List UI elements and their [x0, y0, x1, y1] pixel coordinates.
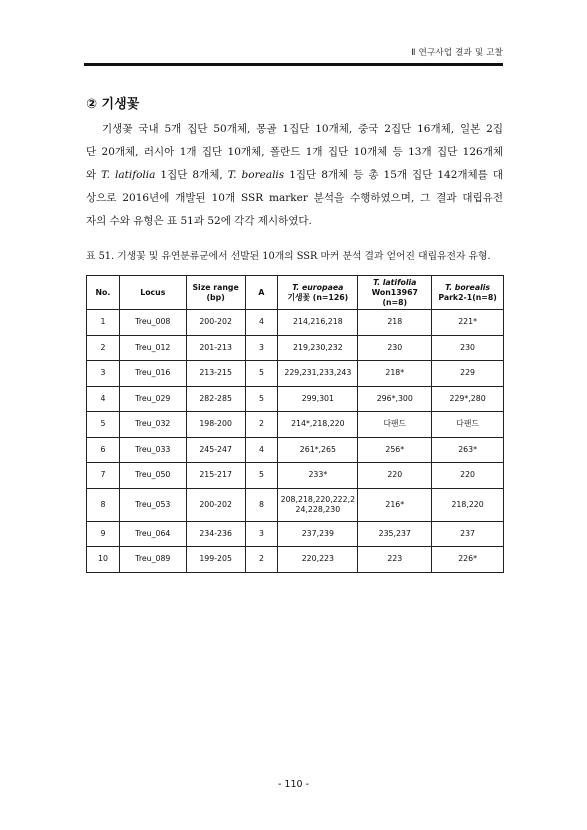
- cell-no: 9: [87, 521, 120, 547]
- cell-locus: Treu_064: [119, 521, 186, 547]
- cell-a: 5: [245, 386, 278, 412]
- cell-size: 199-205: [186, 547, 245, 573]
- cell-latifolia: 218: [358, 310, 432, 336]
- cell-europaea: 220,223: [278, 547, 358, 573]
- table-row: [87, 310, 504, 336]
- cell-no: 7: [87, 463, 120, 489]
- table-row: [87, 547, 504, 573]
- cell-locus: Treu_012: [119, 335, 186, 361]
- header-species: T. borealis: [445, 282, 491, 292]
- cell-a: 8: [245, 488, 278, 521]
- cell-borealis: 220: [432, 463, 504, 489]
- cell-locus: Treu_032: [119, 412, 186, 438]
- header-sample: Park2-1(n=8): [438, 292, 497, 302]
- table-row: [87, 386, 504, 412]
- cell-latifolia: 296*,300: [358, 386, 432, 412]
- table-row: [87, 412, 504, 438]
- cell-borealis: 230: [432, 335, 504, 361]
- header-size-range-line1: Size range: [192, 282, 239, 292]
- cell-europaea: 233*: [278, 463, 358, 489]
- header-rule: [84, 63, 503, 66]
- cell-borealis: 다팬드: [432, 412, 504, 438]
- cell-locus: Treu_053: [119, 488, 186, 521]
- header-borealis: [432, 276, 504, 310]
- cell-locus: Treu_089: [119, 547, 186, 573]
- paragraph-line: 자의 수와 유형은 표 51과 52에 각각 제시하였다.: [86, 215, 312, 227]
- text-run: 1집단 8개체 등 총 15개 집단 142개체를 대: [284, 169, 503, 181]
- header-species: T. europaea: [292, 282, 344, 292]
- cell-latifolia: 220: [358, 463, 432, 489]
- header-latifolia: [358, 276, 432, 310]
- header-size-range: [186, 276, 245, 310]
- cell-europaea: 214,216,218: [278, 310, 358, 336]
- cell-locus: Treu_016: [119, 361, 186, 387]
- cell-latifolia: 256*: [358, 437, 432, 463]
- header-size-range-line2: (bp): [206, 292, 225, 302]
- body-paragraph: [86, 118, 503, 233]
- cell-no: 3: [87, 361, 120, 387]
- table-row: [87, 437, 504, 463]
- header-no: No.: [87, 276, 120, 310]
- cell-locus: Treu_050: [119, 463, 186, 489]
- cell-size: 215-217: [186, 463, 245, 489]
- cell-no: 4: [87, 386, 120, 412]
- page-number: - 110 -: [277, 779, 310, 790]
- running-header: Ⅱ 연구사업 결과 및 고찰: [411, 48, 503, 58]
- cell-borealis: 221*: [432, 310, 504, 336]
- species-name: T. borealis: [227, 169, 285, 181]
- cell-borealis: 237: [432, 521, 504, 547]
- cell-europaea-line1: 208,218,220,222,2: [280, 494, 356, 504]
- table-row: [87, 488, 504, 521]
- cell-latifolia: 223: [358, 547, 432, 573]
- cell-europaea: 237,239: [278, 521, 358, 547]
- header-sample: 기생꽃 (n=126): [287, 292, 349, 302]
- cell-a: 4: [245, 310, 278, 336]
- cell-locus: Treu_033: [119, 437, 186, 463]
- section-title: ② 기생꽃: [86, 97, 140, 112]
- cell-size: 234-236: [186, 521, 245, 547]
- cell-latifolia: 216*: [358, 488, 432, 521]
- species-name: T. latifolia: [101, 169, 156, 181]
- cell-latifolia: 230: [358, 335, 432, 361]
- cell-a: 3: [245, 335, 278, 361]
- table-caption: 표 51. 기생꽃 및 유연분류군에서 선발된 10개의 SSR 마커 분석 결과 얻어진 대립유전자 유형.: [86, 251, 491, 262]
- header-a: A: [245, 276, 278, 310]
- table-header-row: [87, 276, 504, 310]
- cell-europaea: 229,231,233,243: [278, 361, 358, 387]
- cell-europaea: 214*,218,220: [278, 412, 358, 438]
- cell-europaea: 299,301: [278, 386, 358, 412]
- cell-latifolia: 다팬드: [358, 412, 432, 438]
- cell-europaea: 219,230,232: [278, 335, 358, 361]
- ssr-allele-table: [86, 275, 504, 573]
- header-sample: Won13967 (n=8): [371, 287, 418, 307]
- cell-a: 2: [245, 547, 278, 573]
- header-locus: Locus: [119, 276, 186, 310]
- cell-europaea-line2: 24,228,230: [295, 504, 341, 514]
- cell-europaea: 261*,265: [278, 437, 358, 463]
- cell-borealis: 226*: [432, 547, 504, 573]
- table-row: [87, 521, 504, 547]
- cell-no: 1: [87, 310, 120, 336]
- cell-a: 5: [245, 463, 278, 489]
- cell-borealis: 229*,280: [432, 386, 504, 412]
- paragraph-line: [86, 164, 503, 187]
- table-row: [87, 361, 504, 387]
- cell-latifolia: 218*: [358, 361, 432, 387]
- cell-no: 2: [87, 335, 120, 361]
- paragraph-line: 기생꽃 국내 5개 집단 50개체, 몽골 1집단 10개체, 중국 2집단 16개체, 일본 2집: [102, 123, 503, 135]
- cell-no: 6: [87, 437, 120, 463]
- text-run: 와: [86, 169, 102, 181]
- table-row: [87, 463, 504, 489]
- cell-locus: Treu_008: [119, 310, 186, 336]
- cell-no: 5: [87, 412, 120, 438]
- cell-borealis: 218,220: [432, 488, 504, 521]
- cell-a: 3: [245, 521, 278, 547]
- text-run: 1집단 8개체,: [155, 169, 228, 181]
- cell-size: 201-213: [186, 335, 245, 361]
- paragraph-line: 단 20개체, 러시아 1개 집단 10개체, 폴란드 1개 집단 10개체 등 13개 집단 126개체: [86, 146, 503, 158]
- cell-size: 282-285: [186, 386, 245, 412]
- cell-borealis: 263*: [432, 437, 504, 463]
- header-species: T. latifolia: [373, 277, 417, 287]
- cell-size: 200-202: [186, 310, 245, 336]
- paragraph-line: 상으로 2016년에 개발된 10개 SSR marker 분석을 수행하였으며, 그 결과 대립유전: [86, 192, 503, 204]
- cell-a: 5: [245, 361, 278, 387]
- table-row: [87, 335, 504, 361]
- cell-a: 4: [245, 437, 278, 463]
- cell-a: 2: [245, 412, 278, 438]
- cell-locus: Treu_029: [119, 386, 186, 412]
- cell-size: 200-202: [186, 488, 245, 521]
- cell-no: 8: [87, 488, 120, 521]
- header-europaea: [278, 276, 358, 310]
- cell-borealis: 229: [432, 361, 504, 387]
- cell-size: 198-200: [186, 412, 245, 438]
- cell-size: 245-247: [186, 437, 245, 463]
- cell-latifolia: 235,237: [358, 521, 432, 547]
- cell-size: 213-215: [186, 361, 245, 387]
- cell-no: 10: [87, 547, 120, 573]
- cell-europaea: [278, 488, 358, 521]
